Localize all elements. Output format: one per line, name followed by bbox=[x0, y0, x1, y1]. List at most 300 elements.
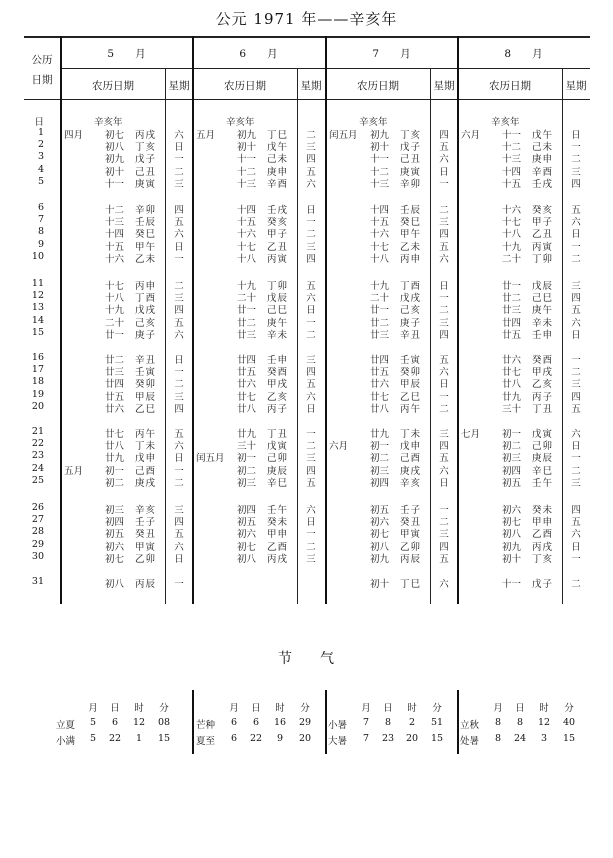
weekday: 一 bbox=[174, 367, 184, 379]
day-number: 11 bbox=[31, 278, 44, 289]
lunar-day: 初八 bbox=[370, 541, 390, 553]
column-divider bbox=[60, 36, 62, 604]
lunar-day: 廿六 bbox=[502, 355, 522, 366]
weekday: 三 bbox=[174, 505, 184, 516]
jieqi-value: 12 bbox=[132, 717, 146, 728]
ganzhi: 己巳 bbox=[532, 293, 554, 305]
lunar-day: 廿一 bbox=[237, 305, 257, 317]
weekday: 二 bbox=[174, 281, 184, 292]
weekday: 二 bbox=[174, 166, 184, 178]
day-number: 6 bbox=[37, 202, 44, 213]
lunar-day: 三十 bbox=[237, 441, 257, 453]
header-riqi: 日期 bbox=[31, 74, 53, 86]
day-number: 14 bbox=[31, 314, 44, 326]
day-number: 26 bbox=[31, 502, 44, 513]
lunar-day: 廿五 bbox=[105, 391, 125, 403]
lunar-day: 廿三 bbox=[105, 367, 125, 379]
weekday: 六 bbox=[174, 541, 184, 553]
lunar-day: 廿四 bbox=[105, 379, 125, 391]
weekday: 日 bbox=[174, 453, 184, 465]
weekday: 六 bbox=[571, 317, 581, 329]
jieqi-value: 12 bbox=[537, 717, 551, 728]
lunar-day: 初八 bbox=[105, 579, 125, 590]
ganzhi: 癸卯 bbox=[135, 379, 157, 391]
weekday: 三 bbox=[439, 529, 449, 541]
weekday: 日 bbox=[571, 541, 581, 553]
ganzhi: 辛未 bbox=[267, 329, 289, 341]
ganzhi: 甲午 bbox=[400, 229, 422, 241]
lunar-day: 十三 bbox=[502, 154, 522, 166]
lunar-day: 初五 bbox=[237, 517, 257, 529]
weekday: 日 bbox=[571, 229, 581, 241]
ganzhi: 丙寅 bbox=[532, 241, 554, 253]
weekday: 三 bbox=[306, 453, 316, 465]
weekday: 一 bbox=[174, 579, 184, 590]
ganzhi: 乙亥 bbox=[532, 379, 554, 391]
lunar-day: 廿四 bbox=[370, 355, 390, 366]
jieqi-value: 6 bbox=[111, 717, 119, 728]
weekday: 五 bbox=[439, 142, 449, 154]
weekday: 三 bbox=[571, 166, 581, 178]
jieqi-value: 16 bbox=[273, 717, 287, 728]
ganzhi: 甲寅 bbox=[400, 529, 422, 541]
weekday: 日 bbox=[174, 355, 184, 366]
weekday: 二 bbox=[306, 329, 316, 341]
lunar-day: 廿二 bbox=[105, 355, 125, 366]
lunar-day: 十四 bbox=[370, 205, 390, 216]
ganzhi: 己未 bbox=[532, 142, 554, 154]
ganzhi: 壬戌 bbox=[267, 205, 289, 216]
lunar-month-marker: 五月 bbox=[196, 130, 216, 141]
lunar-day: 廿六 bbox=[105, 403, 125, 415]
ganzhi: 辛巳 bbox=[532, 465, 554, 477]
weekday: 四 bbox=[439, 541, 449, 553]
ganzhi: 庚子 bbox=[135, 329, 157, 341]
lunar-day: 十一 bbox=[502, 579, 522, 590]
day-label: 日 bbox=[34, 117, 44, 128]
ganzhi: 壬辰 bbox=[135, 217, 157, 229]
header-gongli: 公历 bbox=[31, 54, 53, 66]
day-number: 3 bbox=[37, 151, 44, 163]
year-label: 辛亥年 bbox=[491, 117, 520, 128]
lunar-day: 十八 bbox=[370, 253, 390, 265]
ganzhi: 庚辰 bbox=[532, 453, 554, 465]
ganzhi: 丙辰 bbox=[400, 553, 422, 565]
jieqi-col-header: 日 bbox=[515, 703, 525, 714]
day-number: 13 bbox=[31, 302, 44, 314]
weekday: 六 bbox=[174, 441, 184, 453]
ganzhi: 甲子 bbox=[532, 217, 554, 229]
jieqi-col-header: 时 bbox=[134, 703, 144, 714]
ganzhi: 丁巳 bbox=[400, 579, 422, 590]
page-title: 公元 1971 年——辛亥年 bbox=[215, 10, 398, 28]
ganzhi: 戊辰 bbox=[267, 293, 289, 305]
weekday: 三 bbox=[439, 317, 449, 329]
ganzhi: 丁卯 bbox=[267, 281, 289, 292]
weekday: 四 bbox=[174, 305, 184, 317]
ganzhi: 乙未 bbox=[135, 253, 157, 265]
ganzhi: 癸未 bbox=[267, 517, 289, 529]
ganzhi: 乙巳 bbox=[400, 391, 422, 403]
weekday: 一 bbox=[571, 553, 581, 565]
lunar-day: 十五 bbox=[370, 217, 390, 229]
day-number: 8 bbox=[37, 226, 44, 238]
jieqi-value: 9 bbox=[276, 733, 284, 744]
ganzhi: 戊戌 bbox=[135, 305, 157, 317]
weekday: 二 bbox=[174, 379, 184, 391]
lunar-day: 廿八 bbox=[502, 379, 522, 391]
ganzhi: 庚戌 bbox=[400, 465, 422, 477]
lunar-day: 廿一 bbox=[105, 329, 125, 341]
weekday: 五 bbox=[174, 429, 184, 440]
ganzhi: 癸丑 bbox=[135, 529, 157, 541]
lunar-day: 二十 bbox=[502, 253, 522, 265]
ganzhi: 戊子 bbox=[532, 579, 554, 590]
ganzhi: 癸卯 bbox=[400, 367, 422, 379]
lunar-day: 廿七 bbox=[237, 391, 257, 403]
lunar-day: 初六 bbox=[105, 541, 125, 553]
lunar-day: 初一 bbox=[105, 465, 125, 477]
week-header: 星期 bbox=[300, 80, 322, 92]
jieqi-name: 立秋 bbox=[460, 720, 480, 731]
day-number: 25 bbox=[31, 474, 44, 486]
jieqi-divider bbox=[457, 690, 459, 754]
week-header: 星期 bbox=[168, 80, 190, 92]
ganzhi: 壬寅 bbox=[400, 355, 422, 366]
ganzhi: 辛未 bbox=[532, 317, 554, 329]
ganzhi: 甲子 bbox=[267, 229, 289, 241]
lunar-day: 廿三 bbox=[237, 329, 257, 341]
lunar-day: 十九 bbox=[502, 241, 522, 253]
lunar-day: 初六 bbox=[502, 505, 522, 516]
lunar-day: 初四 bbox=[237, 505, 257, 516]
jieqi-name: 立夏 bbox=[56, 720, 76, 731]
jieqi-value: 20 bbox=[405, 733, 419, 744]
weekday: 一 bbox=[571, 142, 581, 154]
weekday: 日 bbox=[306, 403, 316, 415]
weekday: 三 bbox=[174, 178, 184, 190]
jieqi-value: 5 bbox=[89, 717, 97, 728]
weekday: 三 bbox=[306, 142, 316, 154]
ganzhi: 戊申 bbox=[400, 441, 422, 453]
lunar-day: 廿一 bbox=[502, 281, 522, 292]
weekday: 二 bbox=[306, 541, 316, 553]
weekday: 四 bbox=[571, 391, 581, 403]
ganzhi: 己巳 bbox=[267, 305, 289, 317]
day-number: 31 bbox=[31, 576, 44, 587]
day-number: 2 bbox=[37, 139, 44, 151]
weekday: 五 bbox=[439, 241, 449, 253]
jieqi-value: 40 bbox=[562, 717, 576, 728]
ganzhi: 辛亥 bbox=[135, 505, 157, 516]
day-number: 30 bbox=[31, 550, 44, 562]
day-number: 21 bbox=[31, 426, 44, 437]
weekday: 三 bbox=[306, 241, 316, 253]
lunar-day: 初七 bbox=[105, 553, 125, 565]
lunar-day: 初九 bbox=[370, 553, 390, 565]
weekday: 六 bbox=[571, 429, 581, 440]
jieqi-col-header: 日 bbox=[251, 703, 261, 714]
jieqi-title: 节气 bbox=[278, 651, 362, 667]
jieqi-value: 8 bbox=[494, 717, 502, 728]
column-divider bbox=[430, 68, 431, 604]
weekday: 五 bbox=[571, 205, 581, 216]
ganzhi: 癸酉 bbox=[267, 367, 289, 379]
lunar-day: 廿五 bbox=[370, 367, 390, 379]
month-header: 6 月 bbox=[239, 48, 278, 60]
lunar-day: 十五 bbox=[502, 178, 522, 190]
ganzhi: 壬申 bbox=[267, 355, 289, 366]
weekday: 一 bbox=[571, 453, 581, 465]
ganzhi: 丙戌 bbox=[135, 130, 157, 141]
lunar-day: 十三 bbox=[237, 178, 257, 190]
weekday: 六 bbox=[439, 465, 449, 477]
ganzhi: 辛丑 bbox=[135, 355, 157, 366]
lunar-day: 十七 bbox=[237, 241, 257, 253]
ganzhi: 壬寅 bbox=[135, 367, 157, 379]
lunar-day: 十七 bbox=[105, 281, 125, 292]
weekday: 日 bbox=[306, 305, 316, 317]
weekday: 一 bbox=[439, 391, 449, 403]
weekday: 三 bbox=[174, 293, 184, 305]
weekday: 四 bbox=[439, 441, 449, 453]
lunar-month-marker: 六月 bbox=[461, 130, 481, 141]
lunar-month-marker: 四月 bbox=[64, 130, 84, 141]
weekday: 二 bbox=[571, 367, 581, 379]
ganzhi: 辛巳 bbox=[267, 477, 289, 489]
weekday: 六 bbox=[306, 178, 316, 190]
ganzhi: 乙巳 bbox=[135, 403, 157, 415]
weekday: 二 bbox=[439, 517, 449, 529]
jieqi-value: 6 bbox=[230, 733, 238, 744]
lunar-day: 廿九 bbox=[502, 391, 522, 403]
weekday: 二 bbox=[571, 465, 581, 477]
weekday: 日 bbox=[571, 130, 581, 141]
year-label: 辛亥年 bbox=[359, 117, 388, 128]
lunar-day: 初四 bbox=[105, 517, 125, 529]
lunar-day: 初三 bbox=[105, 505, 125, 516]
nongli-header: 农历日期 bbox=[224, 80, 266, 92]
lunar-day: 初十 bbox=[237, 142, 257, 154]
ganzhi: 丁亥 bbox=[532, 553, 554, 565]
ganzhi: 庚子 bbox=[400, 317, 422, 329]
lunar-day: 廿七 bbox=[502, 367, 522, 379]
jieqi-name: 夏至 bbox=[196, 736, 216, 747]
ganzhi: 甲寅 bbox=[135, 541, 157, 553]
lunar-day: 初九 bbox=[502, 541, 522, 553]
lunar-day: 廿二 bbox=[370, 317, 390, 329]
ganzhi: 壬子 bbox=[135, 517, 157, 529]
lunar-day: 十七 bbox=[502, 217, 522, 229]
ganzhi: 丙申 bbox=[400, 253, 422, 265]
weekday: 二 bbox=[174, 477, 184, 489]
lunar-day: 廿三 bbox=[502, 305, 522, 317]
table-top-rule bbox=[24, 36, 590, 38]
weekday: 四 bbox=[174, 205, 184, 216]
lunar-day: 初十 bbox=[370, 142, 390, 154]
lunar-day: 廿一 bbox=[370, 305, 390, 317]
weekday: 三 bbox=[571, 477, 581, 489]
ganzhi: 辛丑 bbox=[400, 329, 422, 341]
weekday: 一 bbox=[306, 529, 316, 541]
lunar-day: 廿六 bbox=[237, 379, 257, 391]
column-divider bbox=[192, 36, 194, 604]
day-number: 1 bbox=[37, 127, 44, 138]
lunar-day: 十九 bbox=[370, 281, 390, 292]
ganzhi: 乙丑 bbox=[267, 241, 289, 253]
lunar-day: 十三 bbox=[105, 217, 125, 229]
lunar-day: 廿九 bbox=[105, 453, 125, 465]
lunar-day: 初八 bbox=[502, 529, 522, 541]
ganzhi: 庚寅 bbox=[400, 166, 422, 178]
lunar-day: 廿七 bbox=[105, 429, 125, 440]
ganzhi: 壬戌 bbox=[532, 178, 554, 190]
weekday: 四 bbox=[306, 154, 316, 166]
lunar-month-marker: 闰五月 bbox=[329, 130, 358, 141]
lunar-day: 二十 bbox=[105, 317, 125, 329]
lunar-day: 廿九 bbox=[237, 429, 257, 440]
weekday: 四 bbox=[306, 367, 316, 379]
lunar-day: 十一 bbox=[502, 130, 522, 141]
ganzhi: 丙子 bbox=[532, 391, 554, 403]
weekday: 一 bbox=[174, 154, 184, 166]
lunar-day: 十一 bbox=[237, 154, 257, 166]
lunar-day: 十二 bbox=[502, 142, 522, 154]
lunar-day: 十二 bbox=[105, 205, 125, 216]
weekday: 四 bbox=[306, 253, 316, 265]
ganzhi: 戊子 bbox=[135, 154, 157, 166]
lunar-day: 廿八 bbox=[237, 403, 257, 415]
ganzhi: 庚午 bbox=[267, 317, 289, 329]
weekday: 六 bbox=[306, 391, 316, 403]
jieqi-value: 7 bbox=[362, 717, 370, 728]
day-number: 28 bbox=[31, 526, 44, 538]
lunar-day: 廿五 bbox=[237, 367, 257, 379]
lunar-day: 十四 bbox=[502, 166, 522, 178]
ganzhi: 壬午 bbox=[267, 505, 289, 516]
jieqi-value: 5 bbox=[89, 733, 97, 744]
weekday: 一 bbox=[306, 317, 316, 329]
weekday: 四 bbox=[306, 465, 316, 477]
ganzhi: 甲戌 bbox=[532, 367, 554, 379]
lunar-day: 廿四 bbox=[502, 317, 522, 329]
ganzhi: 庚戌 bbox=[135, 477, 157, 489]
lunar-day: 初七 bbox=[370, 529, 390, 541]
ganzhi: 丁酉 bbox=[400, 281, 422, 292]
ganzhi: 己卯 bbox=[532, 441, 554, 453]
day-number: 19 bbox=[31, 388, 44, 400]
jieqi-name: 小满 bbox=[56, 736, 76, 747]
lunar-day: 初四 bbox=[502, 465, 522, 477]
ganzhi: 乙亥 bbox=[267, 391, 289, 403]
lunar-day: 廿二 bbox=[502, 293, 522, 305]
lunar-day: 十二 bbox=[237, 166, 257, 178]
lunar-day: 初七 bbox=[502, 517, 522, 529]
weekday: 日 bbox=[174, 553, 184, 565]
weekday: 六 bbox=[439, 367, 449, 379]
lunar-day: 廿七 bbox=[370, 391, 390, 403]
weekday: 五 bbox=[439, 453, 449, 465]
lunar-day: 初四 bbox=[370, 477, 390, 489]
ganzhi: 乙丑 bbox=[532, 229, 554, 241]
ganzhi: 己酉 bbox=[400, 453, 422, 465]
lunar-day: 十七 bbox=[370, 241, 390, 253]
ganzhi: 丙子 bbox=[267, 403, 289, 415]
day-number: 20 bbox=[31, 400, 44, 412]
day-number: 18 bbox=[31, 376, 44, 388]
jieqi-col-header: 月 bbox=[88, 703, 98, 714]
weekday: 二 bbox=[306, 229, 316, 241]
jieqi-name: 处暑 bbox=[460, 736, 480, 747]
ganzhi: 戊寅 bbox=[532, 429, 554, 440]
jieqi-col-header: 月 bbox=[229, 703, 239, 714]
weekday: 二 bbox=[571, 579, 581, 590]
jieqi-col-header: 时 bbox=[539, 703, 549, 714]
lunar-day: 初五 bbox=[105, 529, 125, 541]
week-header: 星期 bbox=[565, 80, 587, 92]
lunar-day: 十九 bbox=[105, 305, 125, 317]
weekday: 六 bbox=[306, 293, 316, 305]
day-number: 12 bbox=[31, 290, 44, 302]
ganzhi: 丙戌 bbox=[267, 553, 289, 565]
ganzhi: 庚申 bbox=[267, 166, 289, 178]
weekday: 二 bbox=[571, 253, 581, 265]
ganzhi: 辛酉 bbox=[267, 178, 289, 190]
weekday: 五 bbox=[439, 553, 449, 565]
column-divider bbox=[165, 68, 166, 604]
weekday: 日 bbox=[571, 329, 581, 341]
ganzhi: 甲辰 bbox=[400, 379, 422, 391]
weekday: 一 bbox=[174, 253, 184, 265]
weekday: 一 bbox=[439, 293, 449, 305]
ganzhi: 乙酉 bbox=[267, 541, 289, 553]
lunar-day: 初五 bbox=[370, 505, 390, 516]
weekday: 三 bbox=[439, 429, 449, 440]
jieqi-value: 24 bbox=[513, 733, 527, 744]
ganzhi: 丁亥 bbox=[400, 130, 422, 141]
lunar-day: 初二 bbox=[105, 477, 125, 489]
jieqi-value: 8 bbox=[516, 717, 524, 728]
lunar-day: 初二 bbox=[370, 453, 390, 465]
ganzhi: 己丑 bbox=[135, 166, 157, 178]
ganzhi: 丙寅 bbox=[267, 253, 289, 265]
lunar-day: 廿四 bbox=[237, 355, 257, 366]
jieqi-value: 1 bbox=[135, 733, 143, 744]
ganzhi: 癸巳 bbox=[400, 217, 422, 229]
jieqi-col-header: 月 bbox=[361, 703, 371, 714]
ganzhi: 甲辰 bbox=[135, 391, 157, 403]
weekday: 日 bbox=[439, 379, 449, 391]
jieqi-value: 51 bbox=[430, 717, 444, 728]
lunar-day: 初一 bbox=[370, 441, 390, 453]
jieqi-value: 08 bbox=[157, 717, 171, 728]
lunar-day: 初八 bbox=[237, 553, 257, 565]
ganzhi: 庚申 bbox=[532, 154, 554, 166]
weekday: 四 bbox=[571, 505, 581, 516]
lunar-day: 初六 bbox=[370, 517, 390, 529]
nongli-header: 农历日期 bbox=[357, 80, 399, 92]
ganzhi: 乙未 bbox=[400, 241, 422, 253]
ganzhi: 丁巳 bbox=[267, 130, 289, 141]
lunar-day: 十六 bbox=[105, 253, 125, 265]
jieqi-value: 6 bbox=[230, 717, 238, 728]
ganzhi: 癸亥 bbox=[267, 217, 289, 229]
lunar-day: 初七 bbox=[105, 130, 125, 141]
weekday: 二 bbox=[439, 205, 449, 216]
jieqi-value: 7 bbox=[362, 733, 370, 744]
weekday: 五 bbox=[571, 305, 581, 317]
week-header: 星期 bbox=[433, 80, 455, 92]
